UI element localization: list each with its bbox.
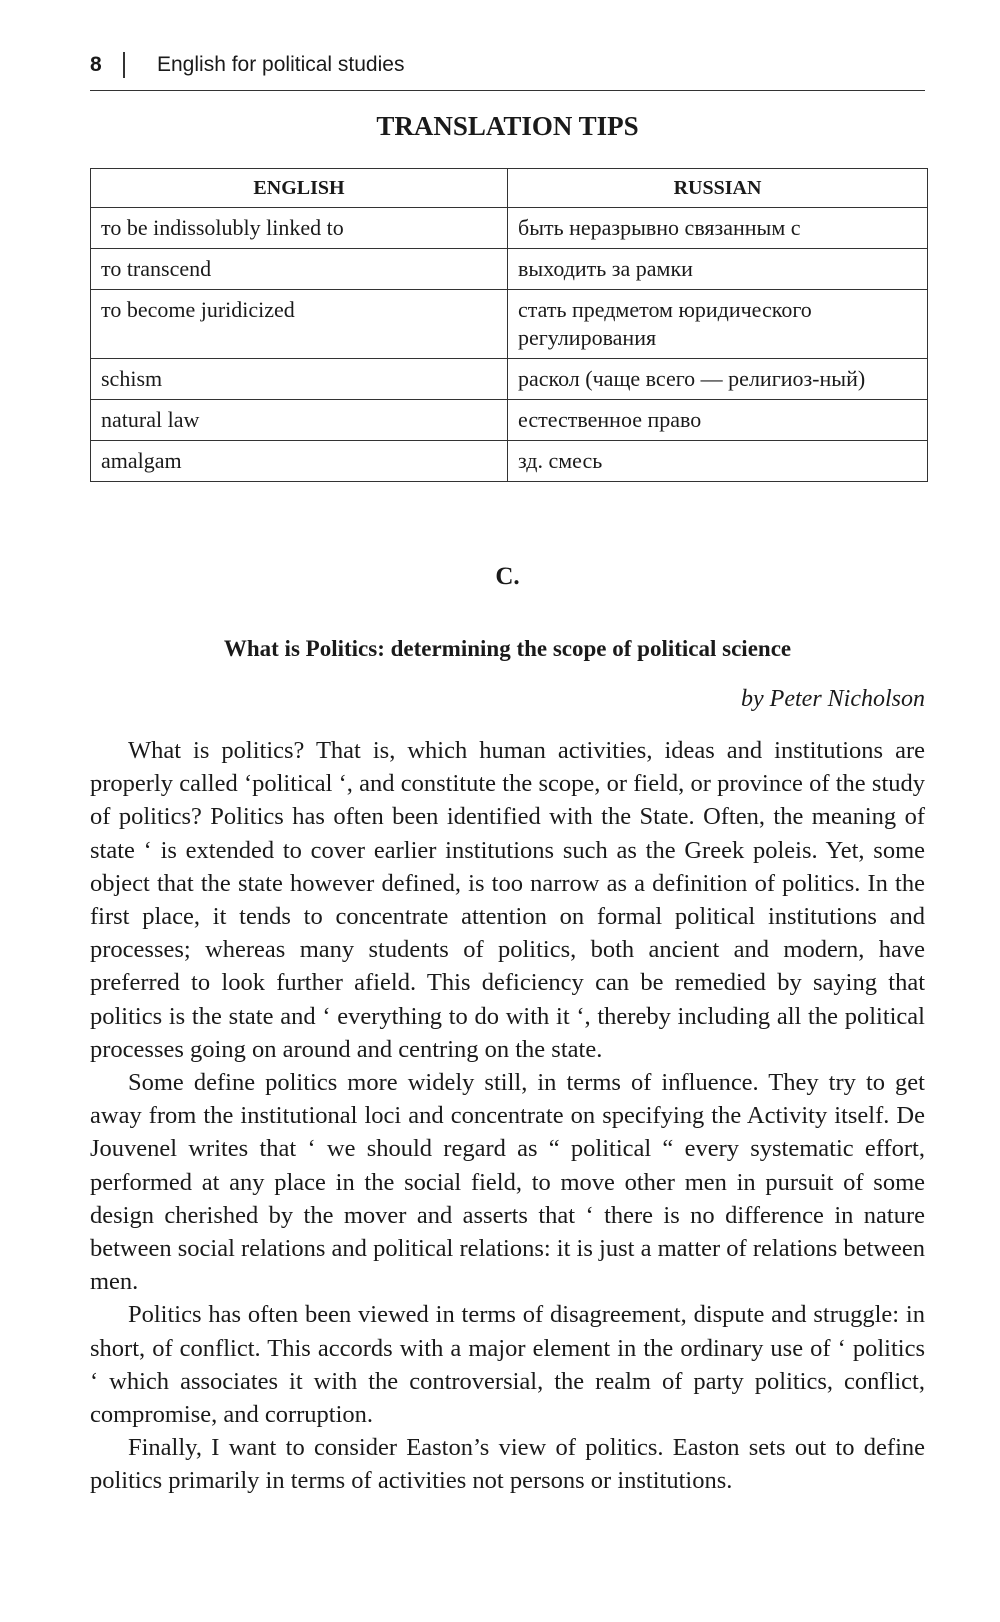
article-body (90, 734, 925, 1498)
table-row (91, 441, 928, 482)
table-row (91, 249, 928, 290)
paragraph: Politics has often been viewed in terms of disagreement, dispute and struggle: in short, of conflict. This accords with a major element in the ordinary use of ‘ politics ‘ which associates it with the controversial, the realm of party politics, conflict, compromise, and corruption. (90, 1301, 925, 1429)
russian-term: зд. смесь (508, 441, 928, 482)
table-row (91, 400, 928, 441)
russian-term: быть неразрывно связанным с (508, 208, 928, 249)
article-title: What is Politics: determining the scope of political science (223, 636, 792, 661)
english-term: natural law (91, 400, 508, 441)
russian-term: выходить за рамки (508, 249, 928, 290)
english-term: то transcend (91, 249, 508, 290)
article-author: by Peter Nicholson (741, 686, 925, 712)
paragraph: Finally, I want to consider Easton’s view of politics. Easton sets out to define politics primarily in terms of activities not persons or institutions. (90, 1434, 925, 1495)
table-header-row (91, 169, 928, 208)
column-header-english: ENGLISH (91, 169, 508, 208)
section-letter: C. (495, 563, 520, 590)
paragraph: Some define politics more widely still, in terms of influence. They try to get away from the institutional loci and concentrate on specifying the Activity itself. De Jouvenel writes that ‘ we should regard as “ political “ every systematic effort, performed at any place in the social field, to move other men in pursuit of some design cherished by the mover and asserts that ‘ there is no difference in nature between social relations and political relations: it is just a matter of relations between men. (90, 1069, 925, 1296)
table-row (91, 208, 928, 249)
english-term: то become juridicized (91, 290, 508, 359)
running-header (90, 50, 925, 91)
header-divider (123, 52, 125, 78)
book-title: English for political studies (157, 53, 405, 76)
translation-tips-table (90, 168, 928, 482)
english-term: то be indissolubly linked to (91, 208, 508, 249)
russian-term: раскол (чаще всего — религиоз-ный) (508, 359, 928, 400)
page-number: 8 (90, 53, 102, 76)
english-term: amalgam (91, 441, 508, 482)
translation-tips-title: TRANSLATION TIPS (376, 111, 639, 141)
russian-term: естественное право (508, 400, 928, 441)
english-term: schism (91, 359, 508, 400)
table-row (91, 359, 928, 400)
column-header-russian: RUSSIAN (508, 169, 928, 208)
paragraph: What is politics? That is, which human activities, ideas and institutions are properly called ‘political ‘, and constitute the scope, or field, or province of the study of politics? Politics has often been identified with the State. Often, the meaning of state ‘ is extended to cover earlier institutions such as the Greek poleis. Yet, some object that the state however defined, is too narrow as a definition of politics. In the first place, it tends to concentrate attention on formal political institutions and processes; whereas many students of politics, both ancient and modern, have preferred to look further afield. This deficiency can be remedied by saying that politics is the state and ‘ everything to do with it ‘, thereby including all the political processes going on around and centring on the state. (90, 737, 925, 1063)
table-row (91, 290, 928, 359)
russian-term: стать предметом юридического регулирования (508, 290, 928, 359)
